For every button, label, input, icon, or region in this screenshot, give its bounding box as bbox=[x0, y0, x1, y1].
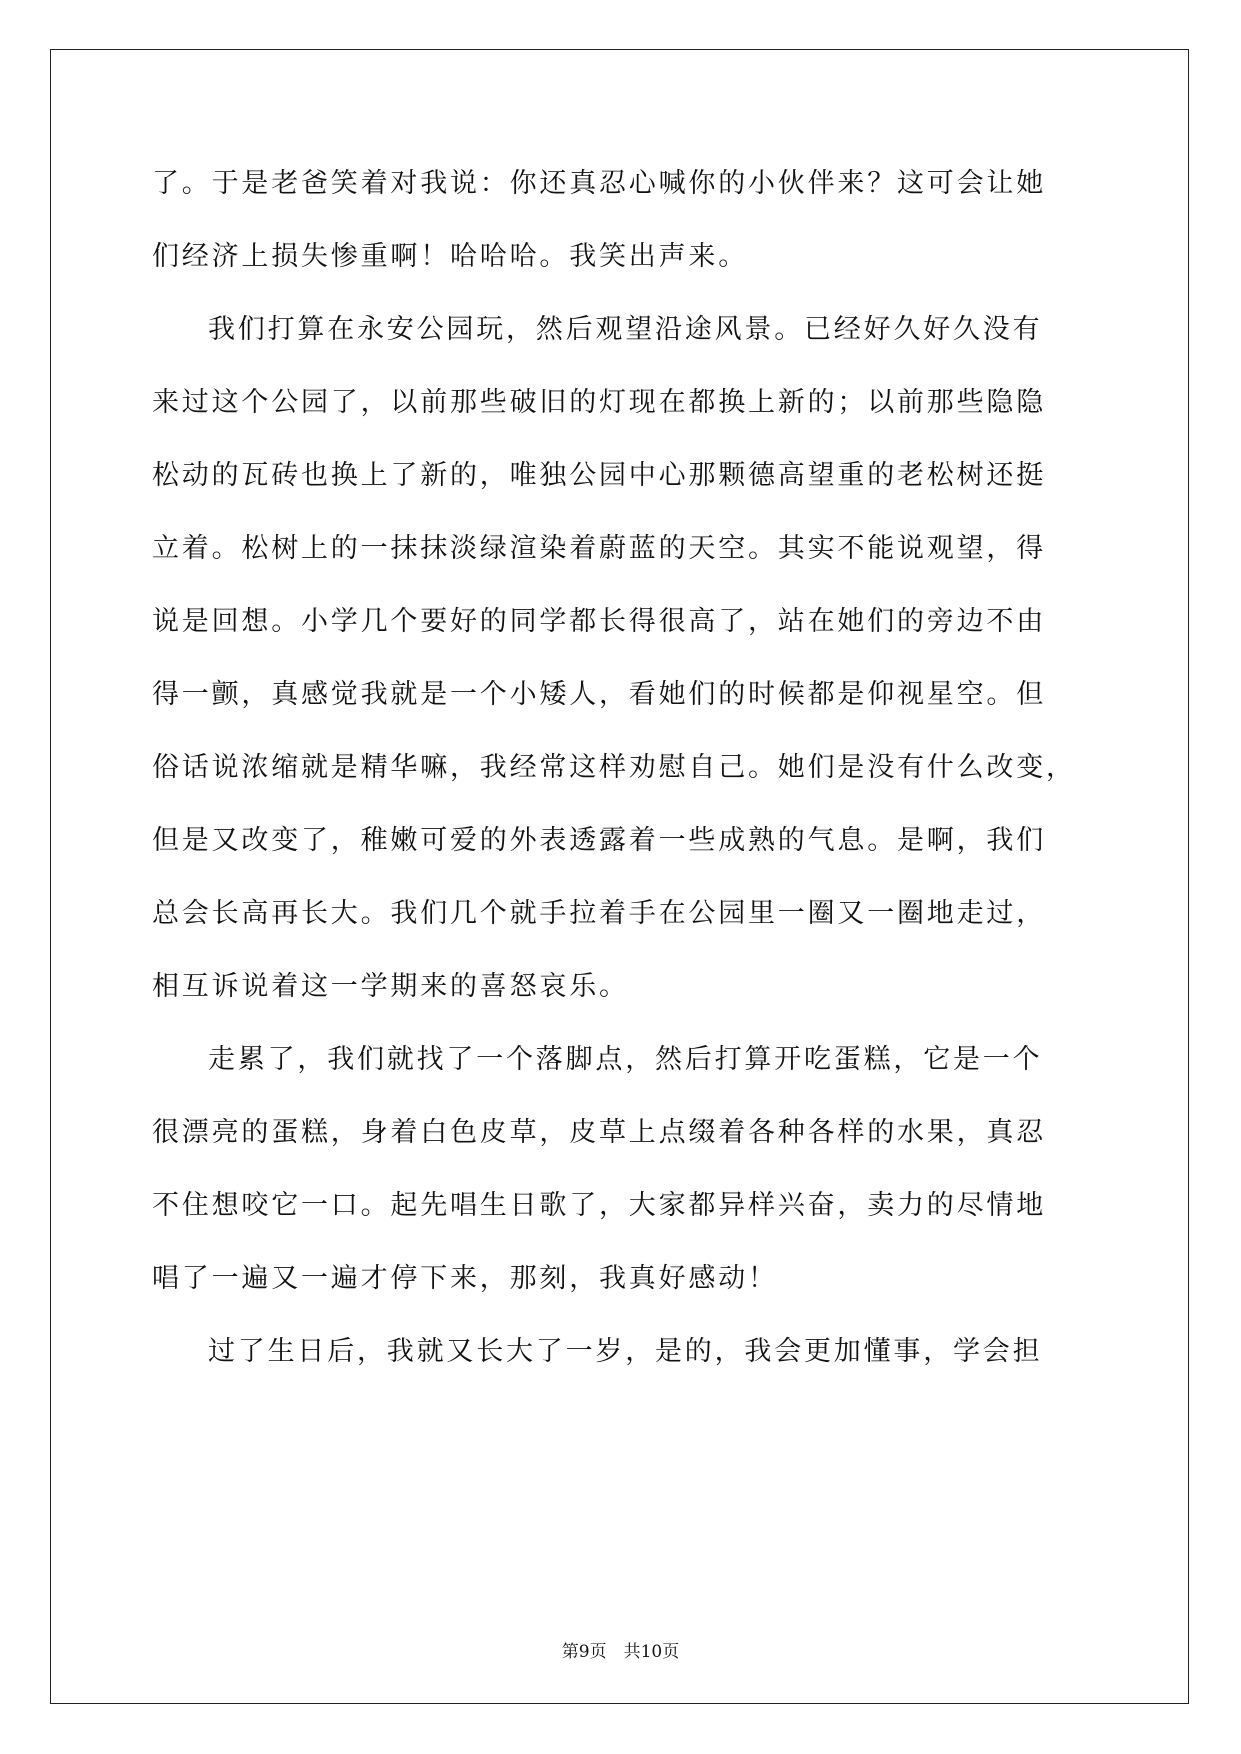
text-line: 松动的瓦砖也换上了新的，唯独公园中心那颗德高望重的老松树还挺 bbox=[152, 460, 1046, 491]
text-line: 立着。松树上的一抹抹淡绿渲染着蔚蓝的天空。其实不能说观望，得 bbox=[152, 533, 1046, 564]
paragraph-first-line: 走累了，我们就找了一个落脚点，然后打算开吃蛋糕，它是一个 bbox=[208, 1044, 1043, 1075]
text-line: 说是回想。小学几个要好的同学都长得很高了，站在她们的旁边不由 bbox=[152, 606, 1046, 637]
text-line: 不住想咬它一口。起先唱生日歌了，大家都异样兴奋，卖力的尽情地 bbox=[152, 1190, 1046, 1221]
text-line: 了。于是老爸笑着对我说：你还真忍心喊你的小伙伴来？这可会让她 bbox=[152, 168, 1046, 199]
page-footer bbox=[0, 1641, 1241, 1663]
text-line: 来过这个公园了，以前那些破旧的灯现在都换上新的；以前那些隐隐 bbox=[152, 387, 1046, 418]
text-line: 相互诉说着这一学期来的喜怒哀乐。 bbox=[152, 971, 629, 1002]
text-line: 总会长高再长大。我们几个就手拉着手在公园里一圈又一圈地走过， bbox=[152, 898, 1046, 929]
text-line: 得一颤，真感觉我就是一个小矮人，看她们的时候都是仰视星空。但 bbox=[152, 679, 1046, 710]
text-line: 很漂亮的蛋糕，身着白色皮草，皮草上点缀着各种各样的水果，真忍 bbox=[152, 1117, 1046, 1148]
text-line: 们经济上损失惨重啊！哈哈哈。我笑出声来。 bbox=[152, 241, 748, 272]
page-number-label: 第9页 共10页 bbox=[561, 1642, 680, 1662]
paragraph-first-line: 我们打算在永安公园玩，然后观望沿途风景。已经好久好久没有 bbox=[208, 314, 1043, 345]
text-line: 俗话说浓缩就是精华嘛，我经常这样劝慰自己。她们是没有什么改变， bbox=[152, 752, 1076, 783]
page-border bbox=[50, 49, 1189, 1704]
text-line: 但是又改变了，稚嫩可爱的外表透露着一些成熟的气息。是啊，我们 bbox=[152, 825, 1046, 856]
text-line: 唱了一遍又一遍才停下来，那刻，我真好感动！ bbox=[152, 1263, 778, 1294]
paragraph-first-line: 过了生日后，我就又长大了一岁，是的，我会更加懂事，学会担 bbox=[208, 1336, 1043, 1367]
